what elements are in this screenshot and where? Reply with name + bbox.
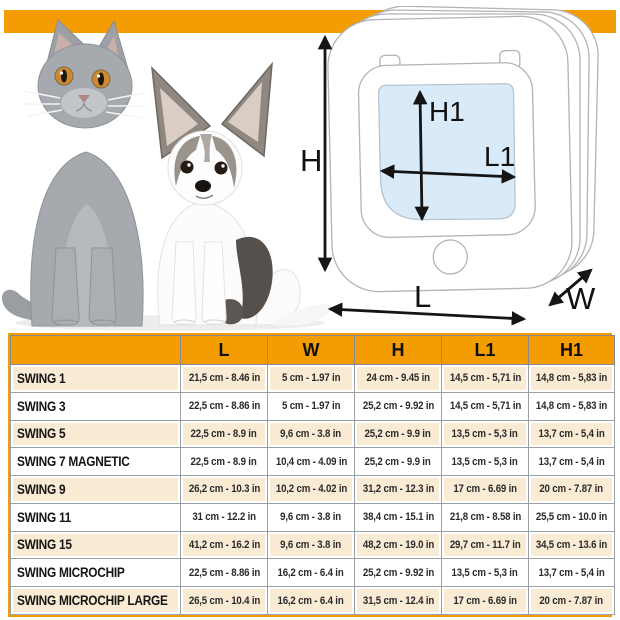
- measurement-cell-h: [355, 448, 442, 476]
- dog-eye: [215, 162, 228, 175]
- table-row: [11, 587, 615, 615]
- measurement-value: 29,7 cm - 11.7 in: [449, 538, 521, 551]
- measurement-cell-w: [268, 420, 355, 448]
- measurement-value: 25,2 cm - 9.9 in: [364, 455, 432, 468]
- measurement-value: 13,5 cm - 5,3 in: [451, 427, 519, 440]
- measurement-value: 21,5 cm - 8.46 in: [188, 372, 260, 385]
- measurement-value: 10,2 cm - 4.02 in: [275, 483, 347, 496]
- measurement-cell-h1: [529, 448, 615, 476]
- spec-table-container: [8, 333, 612, 617]
- measurement-cell-l: [181, 448, 268, 476]
- measurement-value: 25,2 cm - 9.92 in: [362, 566, 434, 579]
- measurement-value: 41,2 cm - 16.2 in: [188, 538, 260, 551]
- measurement-value: 13,7 cm - 5,4 in: [538, 427, 605, 440]
- measurement-cell-h1: [529, 503, 615, 531]
- measurement-cell-h1: [529, 392, 615, 420]
- h1-arrow: [420, 92, 422, 219]
- product-name-cell: [11, 365, 181, 393]
- measurement-value: 9,6 cm - 3.8 in: [280, 538, 342, 551]
- dog-nose: [195, 180, 211, 192]
- table-row: [11, 420, 615, 448]
- l-label: L: [414, 279, 432, 314]
- product-name-cell: [11, 503, 181, 531]
- measurement-value: 48,2 cm - 19.0 in: [362, 538, 434, 551]
- measurement-cell-l1: [442, 365, 529, 393]
- measurement-cell-h: [355, 476, 442, 504]
- product-name: SWING 11: [17, 509, 72, 525]
- measurement-cell-h: [355, 392, 442, 420]
- measurement-cell-w: [268, 448, 355, 476]
- measurement-cell-h: [355, 420, 442, 448]
- measurement-cell-l1: [442, 392, 529, 420]
- h1-label: H1: [429, 96, 465, 127]
- measurement-cell-l: [181, 420, 268, 448]
- measurement-value: 9,6 cm - 3.8 in: [280, 427, 342, 440]
- measurement-value: 22,5 cm - 8.9 in: [190, 427, 258, 440]
- dog-eye: [181, 161, 194, 174]
- product-name: SWING 7 MAGNETIC: [17, 454, 130, 470]
- measurement-value: 31 cm - 12.2 in: [192, 511, 256, 524]
- measurement-cell-h: [355, 587, 442, 615]
- measurement-cell-w: [268, 531, 355, 559]
- measurement-cell-l1: [442, 476, 529, 504]
- measurement-value: 5 cm - 1.97 in: [281, 372, 341, 385]
- measurement-value: 16,2 cm - 6.4 in: [277, 594, 345, 607]
- measurement-value: 17 cm - 6.69 in: [453, 594, 517, 607]
- table-row: [11, 503, 615, 531]
- measurement-cell-w: [268, 559, 355, 587]
- measurement-cell-h: [355, 503, 442, 531]
- measurement-cell-l: [181, 365, 268, 393]
- measurement-value: 26,5 cm - 10.4 in: [188, 594, 260, 607]
- table-header: [11, 336, 615, 365]
- measurement-cell-l1: [442, 503, 529, 531]
- product-name: SWING MICROCHIP LARGE: [17, 593, 168, 609]
- measurement-value: 34,5 cm - 13.6 in: [535, 538, 608, 551]
- product-name: SWING 9: [17, 481, 66, 497]
- header-cell-l: L: [181, 336, 268, 365]
- measurement-cell-l1: [442, 587, 529, 615]
- product-name: SWING 15: [17, 537, 72, 553]
- measurement-cell-h1: [529, 559, 615, 587]
- measurement-cell-l: [181, 503, 268, 531]
- measurement-value: 31,2 cm - 12.3 in: [362, 483, 434, 496]
- measurement-value: 25,2 cm - 9.92 in: [362, 400, 434, 413]
- measurement-cell-l: [181, 559, 268, 587]
- product-name-cell: [11, 448, 181, 476]
- measurement-value: 13,7 cm - 5,4 in: [538, 566, 605, 579]
- table-row: [11, 365, 615, 393]
- product-name-cell: [11, 531, 181, 559]
- pet-flap-diagram: [298, 6, 620, 333]
- measurement-value: 14,8 cm - 5,83 in: [535, 400, 608, 413]
- measurement-value: 16,2 cm - 6.4 in: [277, 566, 345, 579]
- product-name-cell: [11, 476, 181, 504]
- header-cell-h: H: [355, 336, 442, 365]
- measurement-value: 14,5 cm - 5,71 in: [449, 372, 521, 385]
- product-name-cell: [11, 587, 181, 615]
- dimensions-table: [10, 335, 615, 615]
- measurement-value: 22,5 cm - 8.86 in: [188, 566, 260, 579]
- product-name: SWING 1: [17, 370, 66, 386]
- measurement-cell-w: [268, 392, 355, 420]
- table-row: [11, 392, 615, 420]
- measurement-cell-l: [181, 476, 268, 504]
- measurement-value: 13,5 cm - 5,3 in: [451, 566, 519, 579]
- measurement-cell-l1: [442, 531, 529, 559]
- measurement-value: 22,5 cm - 8.86 in: [188, 400, 260, 413]
- measurement-cell-l1: [442, 448, 529, 476]
- measurement-value: 22,5 cm - 8.9 in: [190, 455, 258, 468]
- measurement-cell-h: [355, 365, 442, 393]
- w-label: W: [566, 281, 596, 316]
- measurement-cell-w: [268, 476, 355, 504]
- measurement-cell-h: [355, 531, 442, 559]
- measurement-cell-h: [355, 559, 442, 587]
- measurement-value: 25,5 cm - 10.0 in: [535, 511, 608, 524]
- table-row: [11, 559, 615, 587]
- measurement-cell-h1: [529, 420, 615, 448]
- measurement-cell-w: [268, 365, 355, 393]
- header-cell-w: W: [268, 336, 355, 365]
- measurement-cell-l1: [442, 420, 529, 448]
- measurement-cell-w: [268, 587, 355, 615]
- measurement-value: 13,7 cm - 5,4 in: [538, 455, 605, 468]
- product-name: SWING 3: [17, 398, 66, 414]
- measurement-value: 13,5 cm - 5,3 in: [451, 455, 519, 468]
- measurement-value: 14,8 cm - 5,83 in: [535, 372, 608, 385]
- measurement-cell-l: [181, 531, 268, 559]
- product-name: SWING 5: [17, 426, 66, 442]
- cat-illustration: [2, 20, 146, 326]
- measurement-value: 20 cm - 7.87 in: [539, 483, 604, 496]
- measurement-cell-h1: [529, 587, 615, 615]
- measurement-cell-h1: [529, 365, 615, 393]
- header-cell-name: [11, 336, 181, 365]
- measurement-value: 17 cm - 6.69 in: [453, 483, 517, 496]
- spec-table-body: [11, 365, 615, 615]
- measurement-value: 24 cm - 9.45 in: [366, 372, 430, 385]
- table-row: [11, 531, 615, 559]
- table-row: [11, 448, 615, 476]
- product-name-cell: [11, 392, 181, 420]
- measurement-value: 14,5 cm - 5,71 in: [449, 400, 521, 413]
- product-name-cell: [11, 420, 181, 448]
- measurement-cell-w: [268, 503, 355, 531]
- table-row: [11, 476, 615, 504]
- flap-lock-dial: [433, 240, 468, 275]
- measurement-value: 20 cm - 7.87 in: [539, 594, 604, 607]
- measurement-cell-l: [181, 392, 268, 420]
- product-name: SWING MICROCHIP: [17, 565, 125, 581]
- measurement-value: 26,2 cm - 10.3 in: [188, 483, 260, 496]
- h-label: H: [300, 143, 323, 178]
- measurement-cell-h1: [529, 476, 615, 504]
- measurement-value: 10,4 cm - 4.09 in: [275, 455, 347, 468]
- measurement-cell-l1: [442, 559, 529, 587]
- header-cell-h1: H1: [529, 336, 615, 365]
- measurement-cell-l: [181, 587, 268, 615]
- header-row: [11, 336, 615, 365]
- l1-label: L1: [484, 141, 516, 172]
- measurement-value: 21,8 cm - 8.58 in: [449, 511, 521, 524]
- measurement-value: 38,4 cm - 15.1 in: [362, 511, 434, 524]
- cat-and-dog-photo: [0, 0, 335, 333]
- measurement-value: 5 cm - 1.97 in: [281, 400, 341, 413]
- measurement-value: 9,6 cm - 3.8 in: [280, 511, 342, 524]
- measurement-value: 31,5 cm - 12.4 in: [362, 594, 434, 607]
- product-name-cell: [11, 559, 181, 587]
- measurement-cell-h1: [529, 531, 615, 559]
- measurement-value: 25,2 cm - 9.9 in: [364, 427, 432, 440]
- header-cell-l1: L1: [442, 336, 529, 365]
